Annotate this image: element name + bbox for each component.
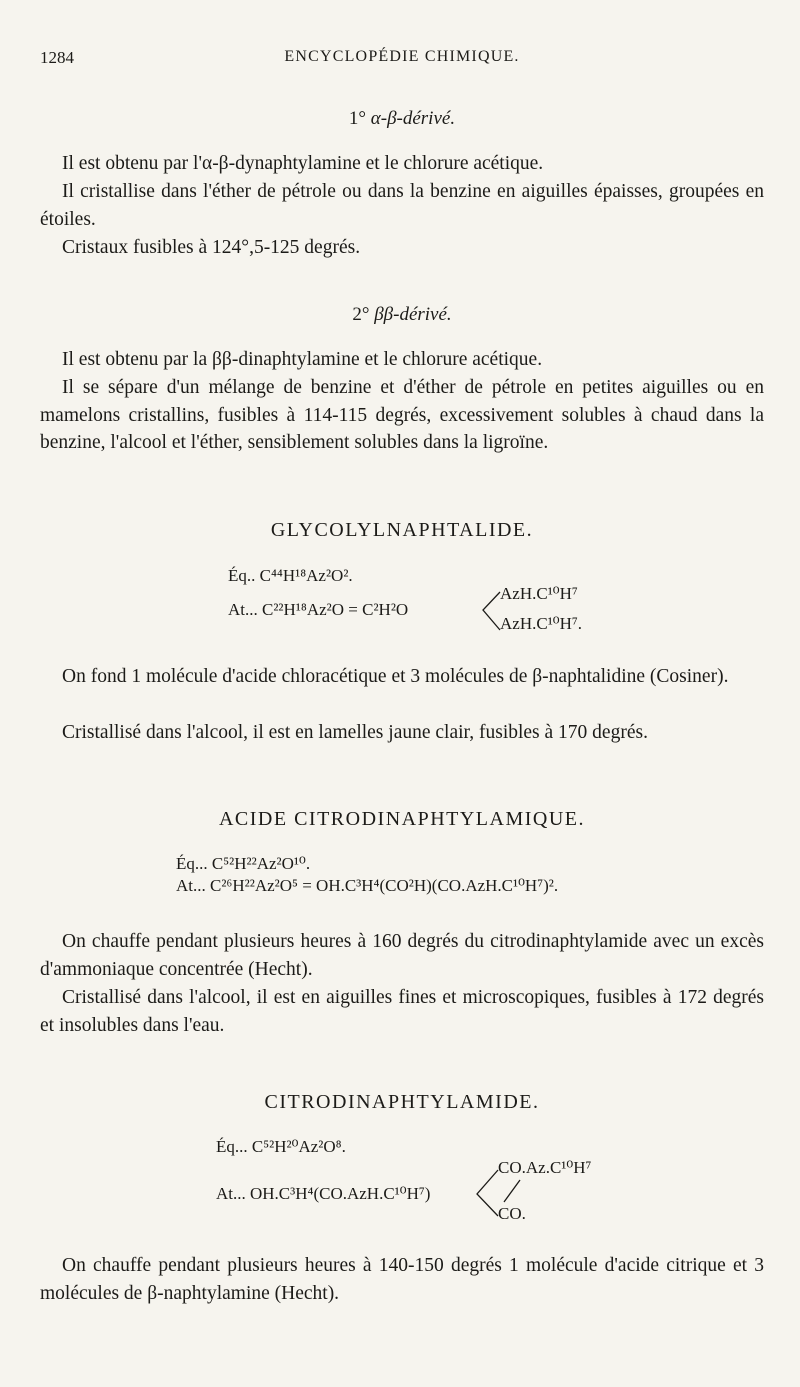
section-title: CITRODINAPHTYLAMIDE. <box>264 1091 540 1113</box>
page-number: 1284 <box>40 48 74 67</box>
section-title: GLYCOLYLNAPHTALIDE. <box>270 519 534 541</box>
subheading-number: 1° <box>348 108 367 129</box>
formula-value: C⁴⁴H¹⁸Az²O². <box>259 566 353 585</box>
formula-equivalent <box>216 1137 346 1157</box>
formula-branch-top: CO.Az.C¹⁰H⁷ <box>498 1158 592 1177</box>
paragraph: Cristaux fusibles à 124°,5-125 degrés. <box>62 237 361 258</box>
formula-branch-top: AzH.C¹⁰H⁷ <box>500 584 578 603</box>
page-header <box>40 48 764 72</box>
paragraph: On chauffe pendant plusieurs heures à 140-150 degrés 1 molécule d'acide citrique et 3 molécules de β-naphtylamine (Hecht). <box>40 1255 764 1304</box>
formula-value: C²²H¹⁸Az²O = C²H²O <box>262 600 409 619</box>
formula-branch-bottom: CO. <box>498 1204 526 1223</box>
formula-label: At... <box>216 1184 246 1203</box>
paragraph: Cristallisé dans l'alcool, il est en aiguilles fines et microscopiques, fusibles à 172 degrés et insolubles dans l'eau. <box>40 987 764 1036</box>
paragraph: On fond 1 molécule d'acide chloracétique et 3 molécules de β-naphtalidine (Cosiner). <box>62 666 729 687</box>
formula-label: At... <box>176 876 206 895</box>
formula-atomic <box>228 600 408 620</box>
subheading-text: α-β-dérivé. <box>370 108 456 129</box>
paragraph: Il est obtenu par la ββ-dinaphtylamine et le chlorure acétique. <box>62 349 543 370</box>
section-title: ACIDE CITRODINAPHTYLAMIQUE. <box>218 808 586 830</box>
formula-label: Éq... <box>216 1137 248 1156</box>
formula-atomic <box>176 876 558 896</box>
paragraph: Cristallisé dans l'alcool, il est en lamelles jaune clair, fusibles à 170 degrés. <box>62 722 648 743</box>
branch-bracket <box>480 588 502 634</box>
formula-value: OH.C³H⁴(CO.AzH.C¹⁰H⁷) <box>250 1184 431 1203</box>
running-title: ENCYCLOPÉDIE CHIMIQUE. <box>284 48 520 65</box>
formula-value: C⁵²H²²Az²O¹⁰. <box>211 854 311 873</box>
paragraph: Il est obtenu par l'α-β-dynaphtylamine et le chlorure acétique. <box>62 153 544 174</box>
paragraph: On chauffe pendant plusieurs heures à 160 degrés du citrodinaphtylamide avec un excès d'ammoniaque concentrée (Hecht). <box>40 931 764 980</box>
formula-value: C⁵²H²⁰Az²O⁸. <box>251 1137 346 1156</box>
formula-branch-bottom: AzH.C¹⁰H⁷. <box>500 614 583 633</box>
formula-equivalent <box>176 854 310 874</box>
formula-label: Éq... <box>176 854 208 873</box>
formula-label: Éq.. <box>228 566 256 585</box>
subheading-beta-beta <box>40 304 764 326</box>
formula-value: C²⁶H²²Az²O⁵ = OH.C³H⁴(CO²H)(CO.AzH.C¹⁰H⁷)². <box>210 876 559 895</box>
formula-label: At... <box>228 600 258 619</box>
subheading-alpha-beta <box>40 108 764 130</box>
paragraph: Il cristallise dans l'éther de pétrole ou dans la benzine en aiguilles épaisses, groupées en étoiles. <box>40 181 764 230</box>
paragraph: Il se sépare d'un mélange de benzine et d'éther de pétrole en petites aiguilles ou en mamelons cristallins, fusibles à 114-115 degrés, excessivement solubles à chaud dans la benzine, l'alcool et l'éther, sensiblement solubles dans la ligroïne. <box>40 377 764 453</box>
formula-atomic <box>216 1184 430 1204</box>
subheading-text: ββ-dérivé. <box>374 304 452 325</box>
formula-equivalent <box>228 566 353 586</box>
subheading-number: 2° <box>352 304 370 325</box>
